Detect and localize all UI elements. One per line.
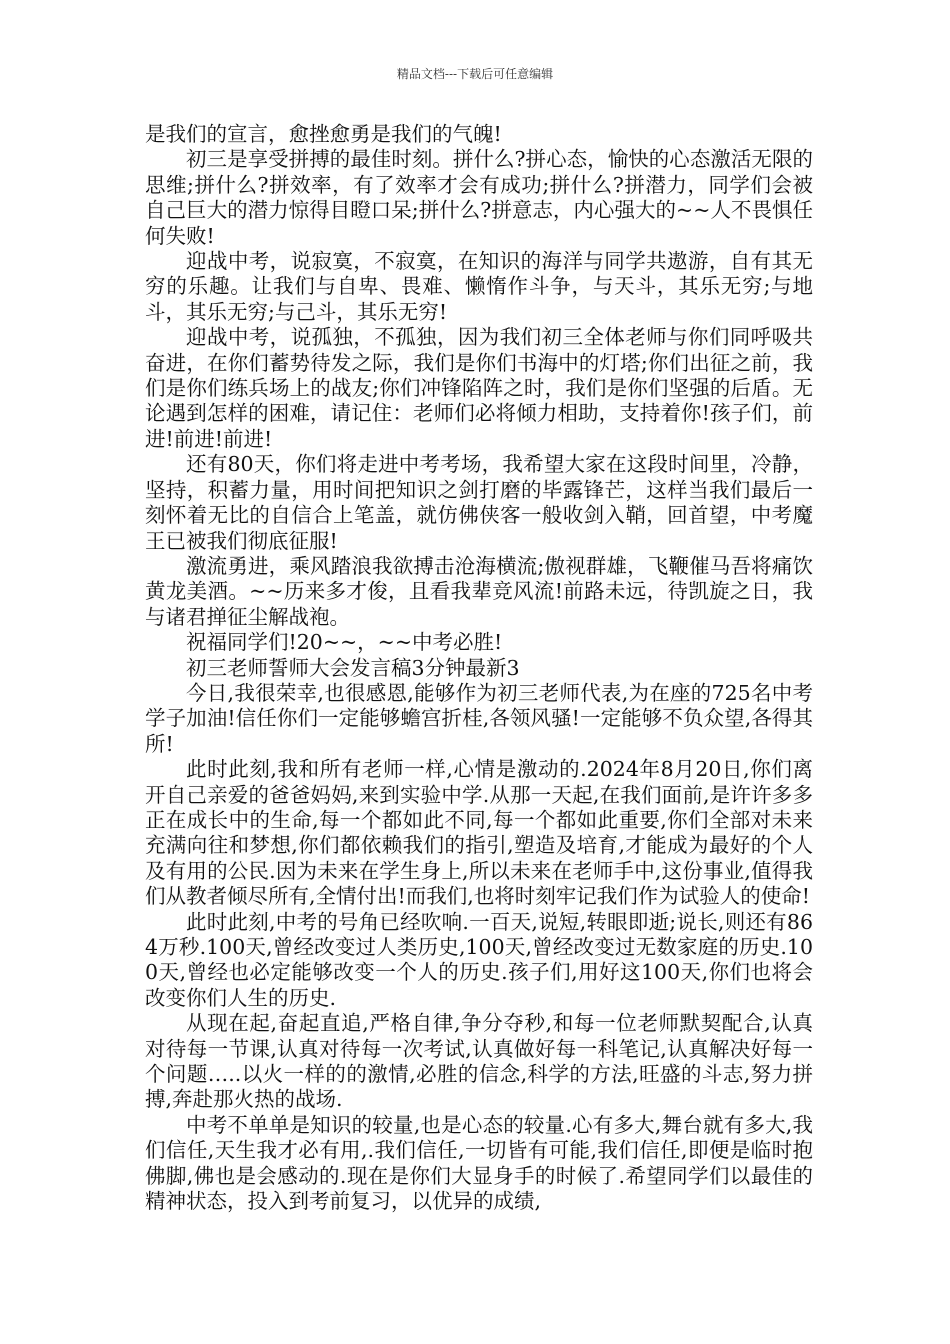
closing-wish: 祝福同学们!20~~，~~中考必胜!: [186, 630, 503, 655]
paragraph-6: 激流勇进，乘风踏浪我欲搏击沧海横流;傲视群雄，飞鞭催马吾将痛饮黄龙美酒。~~历来多才俊，且看我辈竞风流!前路未远，待凯旋之日，我与诸君掸征尘解战袍。: [145, 553, 813, 629]
paragraph-9: 今日,我很荣幸,也很感恩,能够作为初三老师代表,为在座的725名中考学子加油!信任你们一定能够蟾宫折桂,各领风骚!一定能够不负众望,各得其所!: [145, 680, 813, 756]
paragraph-13: 中考不单单是知识的较量,也是心态的较量.心有多大,舞台就有多大,我们信任,天生我才必有用,.我们信任,一切皆有可能,我们信任,即便是临时抱佛脚,佛也是会感动的.现在是你们大显身手的时候了.希望同学们以最佳的精神状态，投入到考前复习，以优异的成绩,: [145, 1112, 813, 1214]
paragraph-11: 此时此刻,中考的号角已经吹响.一百天,说短,转眼即逝;说长,则还有864万秒.100天,曾经改变过人类历史,100天,曾经改变过无数家庭的历史.100天,曾经也必定能够改变一个人的历史.孩子们,用好这100天,你们也将会改变你们人生的历史.: [145, 909, 813, 1010]
paragraph-2: 初三是享受拼搏的最佳时刻。拼什么?拼心态，愉快的心态激活无限的思维;拼什么?拼效率，有了效率才会有成功;拼什么?拼潜力，同学们会被自己巨大的潜力惊得目瞪口呆;拼什么?拼意志，内心强大的~~人不畏惧任何失败!: [145, 147, 813, 248]
paragraph-10: 此时此刻,我和所有老师一样,心情是激动的.2024年8月20日,你们离开自己亲爱的爸爸妈妈,来到实验中学.从那一天起,在我们面前,是许许多多正在成长中的生命,每一个都如此不同,每一个都如此重要,你们全部对未来充满向往和梦想,你们都依赖我们的指引,塑造及培育,才能成为最好的个人及有用的公民.因为未来在学生身上,所以未来在老师手中,这份事业,值得我们从教者倾尽所有,全情付出!而我们,也将时刻牢记我们作为试验人的使命!: [145, 757, 813, 909]
section-title: 初三老师誓师大会发言稿3分钟最新3: [186, 655, 520, 680]
document-body: [145, 122, 813, 1214]
paragraph-3: 迎战中考，说寂寞，不寂寞，在知识的海洋与同学共遨游，自有其无穷的乐趣。让我们与自卑、畏难、懒惰作斗争，与天斗，其乐无穷;与地斗，其乐无穷;与己斗，其乐无穷!: [145, 249, 813, 324]
page-header: 精品文档---下载后可任意编辑: [396, 67, 554, 81]
paragraph-12: 从现在起,奋起直追,严格自律,争分夺秒,和每一位老师默契配合,认真对待每一节课,认真对待每一次考试,认真做好每一科笔记,认真解决好每一个问题…..以火一样的的激情,必胜的信念,科学的方法,旺盛的斗志,努力拼搏,奔赴那火热的战场.: [145, 1011, 813, 1112]
paragraph-5: 还有80天，你们将走进中考考场，我希望大家在这段时间里，冷静，坚持，积蓄力量，用时间把知识之剑打磨的毕露锋芒，这样当我们最后一刻怀着无比的自信合上笔盖，就仿佛侠客一般收剑入鞘，回首望，中考魔王已被我们彻底征服!: [145, 452, 813, 553]
paragraph-1: 是我们的宣言，愈挫愈勇是我们的气魄!: [145, 122, 502, 146]
paragraph-4: 迎战中考，说孤独，不孤独，因为我们初三全体老师与你们同呼吸共奋进，在你们蓄势待发之际，我们是你们书海中的灯塔;你们出征之前，我们是你们练兵场上的战友;你们冲锋陷阵之时，我们是你们坚强的后盾。无论遇到怎样的困难，请记住：老师们必将倾力相助，支持着你!孩子们，前进!前进!前进!: [145, 325, 813, 451]
